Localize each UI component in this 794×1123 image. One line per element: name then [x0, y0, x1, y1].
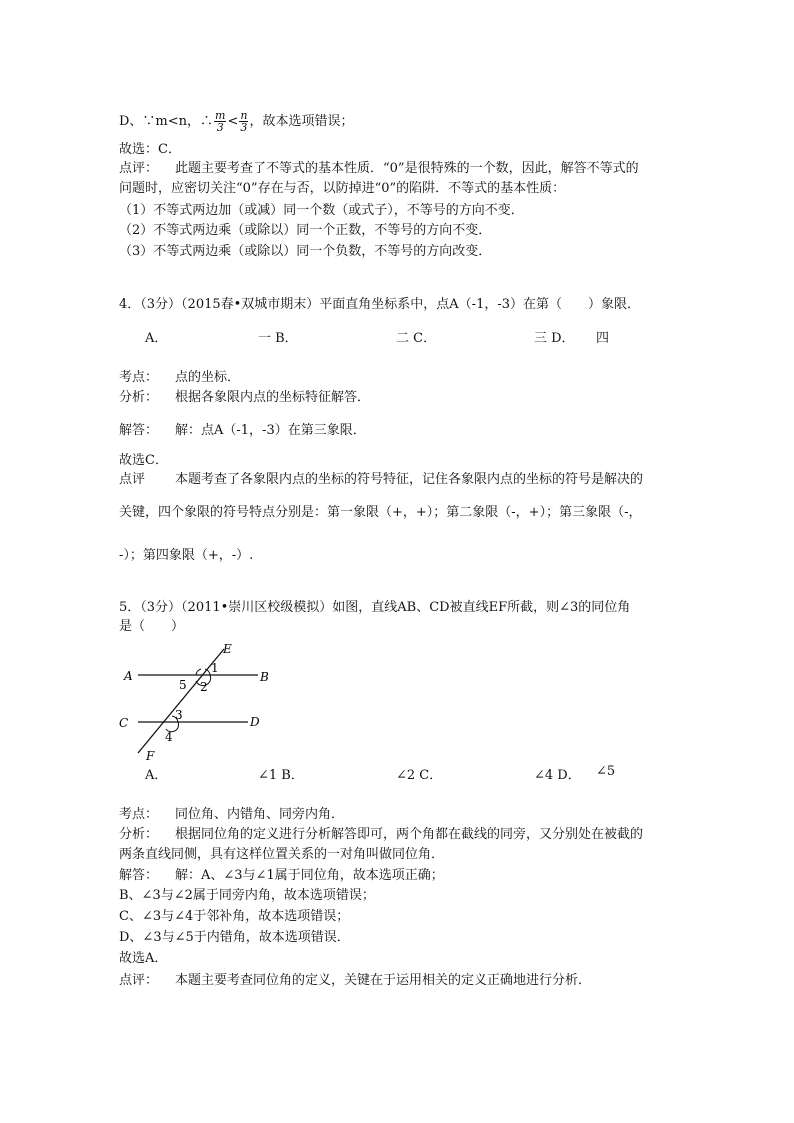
- comment-label: 点评：: [119, 973, 159, 988]
- property-1: （1）不等式两边加（或减）同一个数（或式子），不等号的方向不变．: [119, 203, 524, 218]
- q5-fenxi-line-2: 两条直线同侧，具有这样位置关系的一对角叫做同位角．: [119, 847, 445, 862]
- parallel-lines-figure: [110, 635, 280, 765]
- fenxi-label: 分析：: [119, 827, 159, 842]
- frac-den: 3: [240, 121, 248, 134]
- label-f: F: [146, 749, 155, 763]
- kaodian-label: 考点：: [119, 807, 159, 822]
- q4-option-d-value[interactable]: 四: [596, 331, 610, 346]
- fenxi-label: 分析：: [119, 390, 159, 405]
- property-3: （3）不等式两边乘（或除以）同一个负数，不等号的方向改变．: [119, 244, 492, 259]
- q5-choose: 故选A．: [119, 951, 168, 966]
- comment-line-2: 问题时，应密切关注“0”存在与否，以防掉进“0”的陷阱．不等式的基本性质：: [119, 181, 566, 196]
- kaodian-text: 点的坐标．: [175, 370, 241, 385]
- jieda-label: 解答：: [119, 423, 159, 438]
- frac-den: 3: [216, 121, 224, 134]
- q5-jieda-line-2: B、∠3与∠2属于同旁内角，故本选项错误；: [119, 888, 375, 903]
- comment-line-1: [119, 160, 639, 178]
- kaodian-text: 同位角、内错角、同旁内角．: [175, 807, 345, 822]
- less-than: <: [227, 114, 239, 129]
- q4-question: 4．（3分）（2015春•双城市期末）平面直角坐标系中，点A（-1，-3）在第（ ）象限．: [119, 297, 641, 312]
- fraction-n-over-3: [239, 110, 248, 133]
- angle-label-3: 3: [175, 708, 183, 722]
- q4-choose: 故选C．: [119, 453, 168, 468]
- jieda-label: 解答：: [119, 868, 159, 883]
- q5-jieda-line-3: C、∠3与∠4于邻补角，故本选项错误；: [119, 909, 350, 924]
- property-2: （2）不等式两边乘（或除以）同一个正数，不等号的方向不变．: [119, 223, 492, 238]
- jieda-text: 解：A、∠3与∠1属于同位角，故本选项正确；: [175, 868, 444, 883]
- q4-option-d[interactable]: 三 D．: [534, 331, 575, 346]
- angle-label-5: 5: [179, 678, 187, 692]
- choose-c: 故选：C．: [119, 142, 181, 157]
- q4-jieda: [119, 422, 366, 440]
- angle-label-4: 4: [165, 730, 173, 744]
- frac-num: n: [240, 109, 248, 122]
- q5-jieda-line-4: D、∠3与∠5于内错角，故本选项错误．: [119, 930, 350, 945]
- q4-option-b[interactable]: 一 B．: [258, 331, 298, 346]
- frac-num: m: [215, 109, 226, 122]
- q4-kaodian: [119, 369, 240, 387]
- comment-label: 点评: [119, 472, 146, 487]
- solution-line-d: [119, 110, 353, 133]
- fraction-m-over-3: [214, 110, 226, 133]
- q4-option-a[interactable]: A．: [145, 331, 168, 346]
- comment-text: 本题考查了各象限内点的坐标的符号特征，记住各象限内点的坐标的符号是解决的: [175, 472, 644, 487]
- line-d-suffix: ，故本选项错误；: [249, 114, 354, 129]
- q5-question-line-2: 是（ ）: [119, 619, 185, 634]
- q4-option-c[interactable]: 二 C．: [396, 331, 437, 346]
- q5-option-d[interactable]: ∠4 D．: [534, 768, 581, 783]
- q5-comment: [119, 972, 591, 990]
- q4-comment-line-3: -）；第四象限（+，-）.: [119, 548, 254, 563]
- line-d-prefix: D、∵m<n，∴: [119, 114, 214, 129]
- q5-option-a[interactable]: A．: [145, 768, 168, 783]
- comment-label: 点评：: [119, 161, 159, 176]
- q5-option-d-value[interactable]: ∠5: [596, 764, 616, 779]
- q5-question-line-1: 5．（3分）（2011•崇川区校级模拟）如图，直线AB、CD被直线EF所截，则∠3的同位角: [119, 600, 631, 615]
- comment-text: 此题主要考查了不等式的基本性质．“0”是很特殊的一个数，因此，解答不等式的: [175, 161, 639, 176]
- fenxi-text: 根据同位角的定义进行分析解答即可，两个角都在截线的同旁，又分别处在被截的: [175, 827, 644, 842]
- q5-fenxi-line-1: [119, 826, 643, 844]
- label-b: B: [260, 670, 269, 684]
- q5-kaodian: [119, 806, 344, 824]
- q5-option-b[interactable]: ∠1 B．: [258, 768, 304, 783]
- comment-text: 本题主要考查同位角的定义，关键在于运用相关的定义正确地进行分析．: [175, 973, 592, 988]
- fenxi-text: 根据各象限内点的坐标特征解答．: [175, 390, 371, 405]
- q5-option-c[interactable]: ∠2 C．: [396, 768, 443, 783]
- angle-label-2: 2: [200, 680, 208, 694]
- label-c: C: [119, 716, 129, 730]
- label-e: E: [223, 642, 232, 656]
- angle-arc-5: [196, 669, 201, 675]
- label-d: D: [250, 715, 260, 729]
- label-a: A: [124, 669, 133, 683]
- q5-jieda-line-1: [119, 867, 444, 885]
- angle-label-1: 1: [211, 661, 219, 675]
- q4-comment-line-1: [119, 471, 643, 489]
- jieda-text: 解：点A（-1，-3）在第三象限．: [175, 423, 366, 438]
- q4-comment-line-2: 关键，四个象限的符号特点分别是：第一象限（+，+）；第二象限（-，+）；第三象限（-，: [119, 505, 642, 520]
- kaodian-label: 考点：: [119, 370, 159, 385]
- q4-fenxi: [119, 389, 370, 407]
